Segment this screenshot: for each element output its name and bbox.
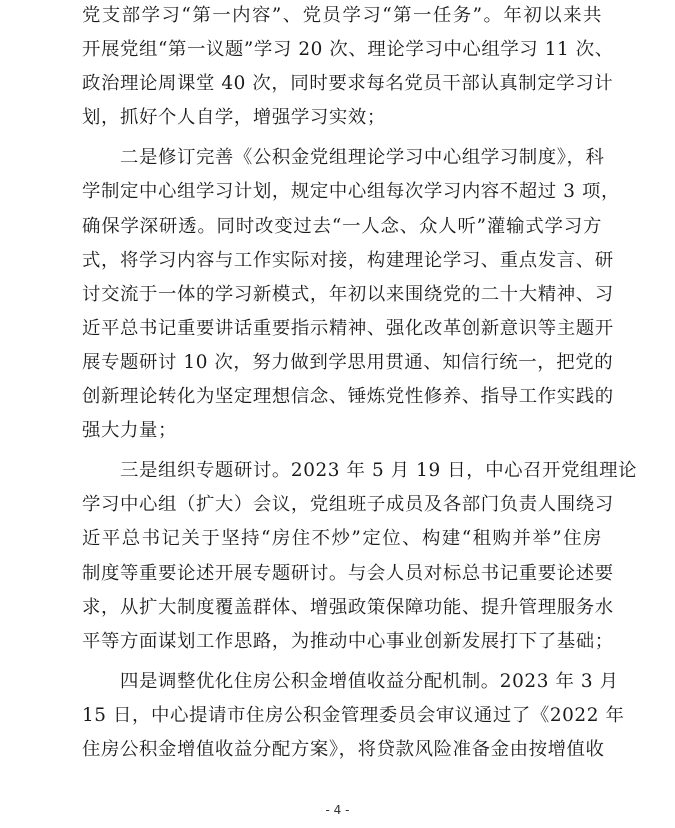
text-line: 近平总书记重要讲话重要指示精神、强化改革创新意识等主题开	[82, 317, 614, 339]
text-line: 制度等重要论述开展专题研讨。与会人员对标总书记重要论述要	[82, 562, 614, 584]
text-line: 15 日，中心提请市住房公积金管理委员会审议通过了《2022 年	[82, 704, 625, 726]
text-line: 学制定中心组学习计划，规定中心组每次学习内容不超过 3 项，	[82, 181, 620, 203]
paragraph-4	[82, 665, 625, 767]
paragraph-3	[82, 454, 638, 659]
text-line: 开展党组“第一议题”学习 20 次、理论学习中心组学习 11 次、	[82, 39, 614, 61]
text-line: 创新理论转化为坚定理想信念、锤炼党性修养、指导工作实践的	[82, 386, 614, 408]
text-line: 党支部学习“第一内容”、党员学习“第一任务”。年初以来共	[82, 5, 602, 26]
text-line: 式，将学习内容与工作实际对接，构建理论学习、重点发言、研	[82, 249, 614, 271]
text-line: 住房公积金增值收益分配方案》，将贷款风险准备金由按增值收	[82, 738, 605, 760]
text-line: 讨交流于一体的学习新模式，年初以来围绕党的二十大精神、习	[82, 283, 614, 305]
document-body	[82, 0, 638, 767]
text-line: 四是调整优化住房公积金增值收益分配机制。2023 年 3 月	[82, 670, 619, 692]
text-line: 展专题研讨 10 次，努力做到学思用贯通、知信行统一，把党的	[82, 351, 614, 373]
paragraph-2	[82, 141, 620, 448]
text-line: 求，从扩大制度覆盖群体、增强政策保障功能、提升管理服务水	[82, 596, 614, 618]
text-line: 确保学深研透。同时改变过去“一人念、众人听”灌输式学习方	[82, 215, 602, 237]
paragraph-1	[82, 0, 614, 135]
text-line: 二是修订完善《公积金党组理论学习中心组学习制度》，科	[82, 147, 605, 169]
text-line: 平等方面谋划工作思路，为推动中心事业创新发展打下了基础；	[82, 630, 614, 652]
text-line: 强大力量；	[82, 420, 177, 442]
page-number: - 4 -	[325, 803, 350, 817]
text-line: 政治理论周课堂 40 次，同时要求每名党员干部认真制定学习计	[82, 73, 614, 95]
text-line: 三是组织专题研讨。2023 年 5 月 19 日，中心召开党组理论	[82, 460, 638, 482]
text-line: 近平总书记关于坚持“房住不炒”定位、构建“租购并举”住房	[82, 528, 602, 550]
text-line: 学习中心组（扩大）会议，党组班子成员及各部门负责人围绕习	[82, 494, 614, 516]
text-line: 划，抓好个人自学，增强学习实效；	[82, 107, 386, 129]
